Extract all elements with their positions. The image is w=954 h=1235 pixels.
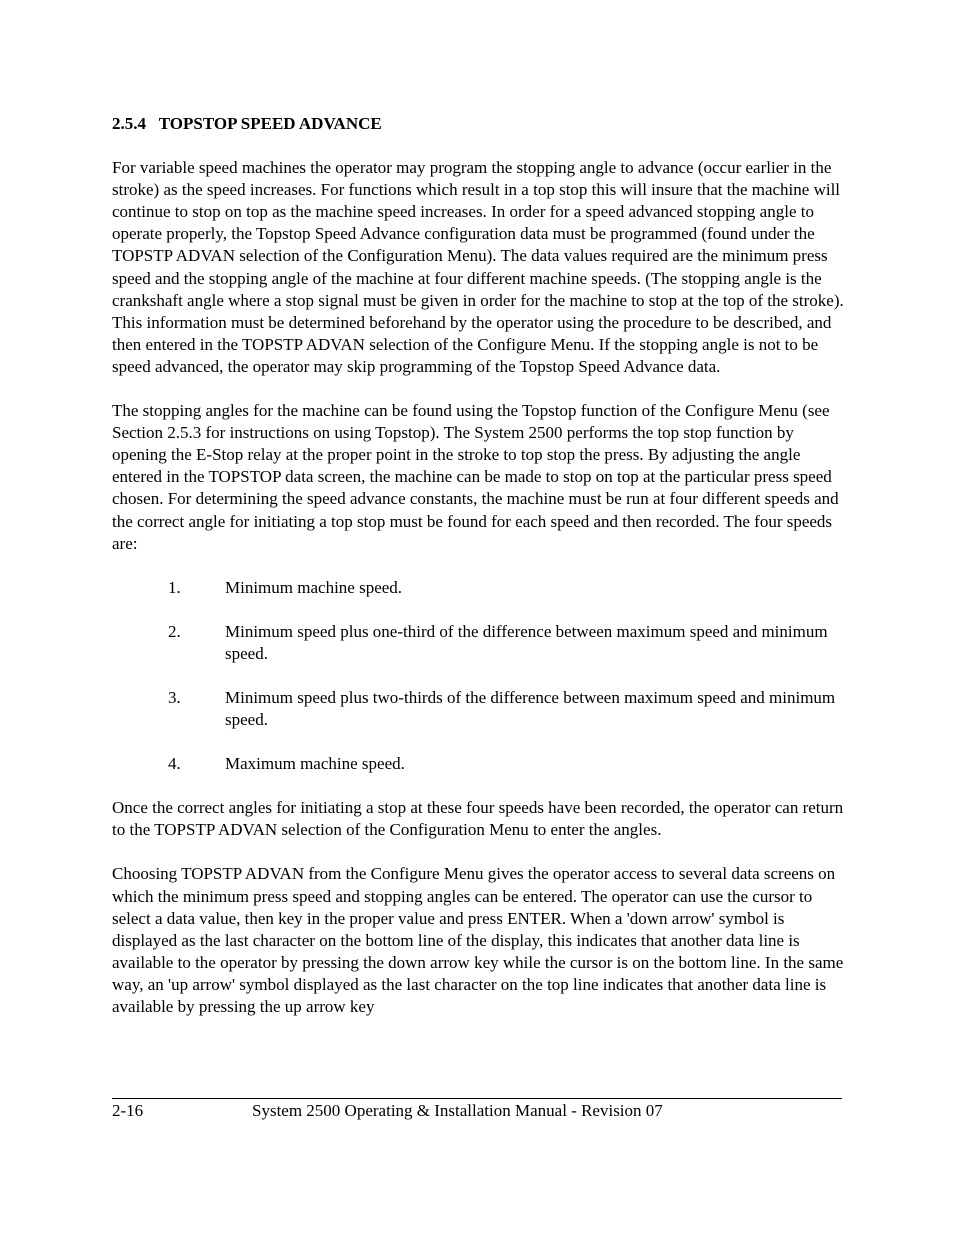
speeds-list: [112, 577, 844, 776]
footer-title: System 2500 Operating & Installation Manual - Revision 07: [252, 1101, 663, 1120]
list-item-number: 3.: [168, 687, 181, 707]
intro-paragraph: For variable speed machines the operator may program the stopping angle to advance (occur earlier in the stroke) as the speed increases. For functions which result in a top stop this will insure that the machine will continue to stop on top as the machine speed increases. In order for a speed advanced stopping angle to operate properly, the Topstop Speed Advance configuration data must be programmed (found under the TOPSTP ADVAN selection of the Configuration Menu). The data values required are the minimum press speed and the stopping angle of the machine at four different machine speeds. (The stopping angle is the crankshaft angle where a stop signal must be given in order for the machine to stop at the top of the stroke). This information must be determined beforehand by the operator using the procedure to be described, and then entered in the TOPSTP ADVAN selection of the Configure Menu. If the stopping angle is not to be speed advanced, the operator may skip programming of the Topstop Speed Advance data.: [112, 158, 844, 376]
list-item: [112, 621, 844, 665]
recorded-angles-paragraph: Once the correct angles for initiating a stop at these four speeds have been recorded, the operator can return to the TOPSTP ADVAN selection of the Configuration Menu to enter the angles.: [112, 798, 844, 840]
list-item: [112, 687, 844, 731]
page-footer: [112, 1100, 842, 1124]
list-item-text: Minimum machine speed.: [225, 577, 403, 597]
list-item-number: 1.: [168, 577, 181, 597]
list-item: [112, 753, 844, 775]
page-number: 2-16: [112, 1101, 144, 1120]
list-item-text: Minimum speed plus one-third of the difference between maximum speed and minimum speed.: [225, 621, 828, 663]
footer-divider: [112, 1098, 842, 1099]
list-item-number: 2.: [168, 621, 181, 641]
list-item: [112, 577, 844, 599]
list-item-text: Maximum machine speed.: [225, 754, 405, 774]
stopping-angles-paragraph: The stopping angles for the machine can be found using the Topstop function of the Configure Menu (see Section 2.5.3 for instructions on using Topstop). The System 2500 performs the top stop function by opening the E-Stop relay at the proper point in the stroke to top stop the press. By adjusting the angle entered in the TOPSTOP data screen, the machine can be made to stop on top at the particular press speed chosen. For determining the speed advance constants, the machine must be run at four different speeds and the correct angle for initiating a top stop must be found for each speed and then recorded. The four speeds are:: [112, 401, 839, 553]
data-screens-paragraph: Choosing TOPSTP ADVAN from the Configure Menu gives the operator access to several data screens on which the minimum press speed and stopping angles can be entered. The operator can use the cursor to select a data value, then key in the proper value and press ENTER. When a 'down arrow' symbol is displayed as the last character on the bottom line of the display, this indicates that another data line is available to the operator by pressing the down arrow key while the cursor is on the bottom line. In the same way, an 'up arrow' symbol displayed as the last character on the top line indicates that another data line is available by pressing the up arrow key: [112, 864, 844, 1016]
document-page: [112, 113, 844, 1040]
list-item-number: 4.: [168, 754, 181, 774]
section-heading: 2.5.4 TOPSTOP SPEED ADVANCE: [112, 114, 382, 133]
list-item-text: Minimum speed plus two-thirds of the difference between maximum speed and minimum speed.: [225, 687, 836, 730]
